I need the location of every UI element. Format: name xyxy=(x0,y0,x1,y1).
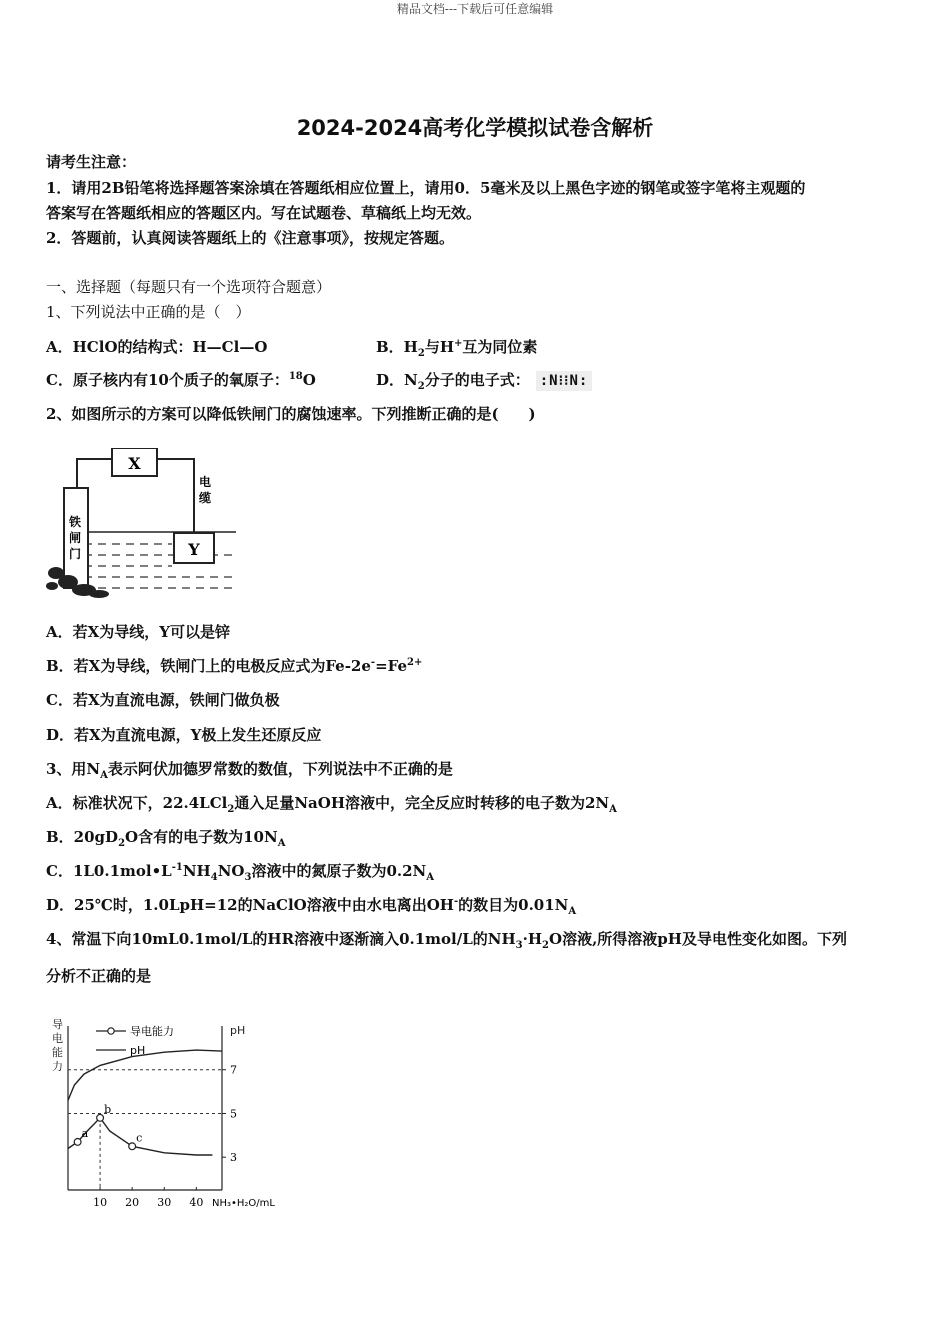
gate-label xyxy=(68,514,81,561)
q2-stem: 2、如图所示的方案可以降低铁闸门的腐蚀速率。下列推断正确的是( ) xyxy=(46,405,536,423)
series-line-ph xyxy=(68,1050,222,1100)
gate-diagram xyxy=(44,448,244,600)
q3-stem: 3、用$N_A$表示阿伏加德罗常数的数值，下列说法中不正确的是 xyxy=(46,760,453,781)
notice-item-2: 2．答题前，认真阅读答题纸上的《注意事项》，按规定答题。 xyxy=(46,229,454,247)
y-right-tick-label-3: 3 xyxy=(230,1151,237,1165)
y-left-char-3: 能 xyxy=(52,1046,63,1059)
gate-label-char-3: 门 xyxy=(69,547,82,561)
q1-option-a: A．HClO的结构式：H—Cl—O xyxy=(46,338,268,356)
q1-stem: 1、下列说法中正确的是（ ） xyxy=(46,303,251,321)
q1-option-c: C．原子核内有10个质子的氧原子：$^{18}$O xyxy=(46,371,316,389)
section-heading: 一、选择题（每题只有一个选项符合题意） xyxy=(46,278,332,296)
cable-label-char-2: 缆 xyxy=(199,491,212,505)
box-y-label: Y xyxy=(188,540,200,559)
x-axis-label: NH₃•H₂O/mL xyxy=(212,1198,275,1209)
notice-heading: 请考生注意： xyxy=(46,153,137,171)
q3-option-c: C．$1L0.1mol•L^{-1}NH_4NO_3$溶液中的氮原子数为$0.2N_A$ xyxy=(46,862,435,883)
q2-option-a: A．若X为导线，Y可以是锌 xyxy=(46,623,230,641)
y-left-char-1: 导 xyxy=(52,1018,63,1031)
cable-label xyxy=(198,474,211,505)
legend-conductivity-marker xyxy=(108,1028,114,1034)
marker-c xyxy=(129,1143,136,1150)
y-left-char-4: 力 xyxy=(52,1060,63,1073)
marker-label-b: b xyxy=(104,1102,112,1116)
x-tick-label-20: 20 xyxy=(125,1196,140,1209)
q1-option-d: D．$N_2$分子的电子式： :N⁝⁝N: xyxy=(376,370,592,391)
gate-label-char-1: 铁 xyxy=(69,515,82,529)
x-tick-label-30: 30 xyxy=(157,1196,172,1209)
q2-option-d: D．若X为直流电源，Y极上发生还原反应 xyxy=(46,726,322,744)
y-right-tick-label-5: 5 xyxy=(230,1107,237,1121)
q2-option-b: B．若X为导线，铁闸门上的电极反应式为$Fe-2e^-=Fe^{2+}$ xyxy=(46,657,423,675)
gate-label-char-2: 闸 xyxy=(69,531,82,545)
marker-a xyxy=(74,1138,81,1145)
marker-label-a: a xyxy=(81,1126,89,1140)
q1-option-b: B．$H_2$与H+互为同位素 xyxy=(376,338,538,359)
q2-option-c: C．若X为直流电源，铁闸门做负极 xyxy=(46,691,280,709)
wire-right xyxy=(157,459,194,533)
y-right-label: pH xyxy=(230,1024,246,1037)
cable-label-char-1: 电 xyxy=(199,475,212,489)
ph-conductivity-chart xyxy=(44,1012,294,1212)
q4-stem-line-2: 分析不正确的是 xyxy=(46,967,152,985)
n2-electron-formula: :N⁝⁝N: xyxy=(536,371,593,391)
notice-item-1-line-2: 答案写在答题纸相应的答题区内。写在试题卷、草稿纸上均无效。 xyxy=(46,204,482,222)
notice-item-1-line-1: 1．请用2B铅笔将选择题答案涂填在答题纸相应位置上，请用0．5毫米及以上黑色字迹的钢笔或签字笔将主观题的 xyxy=(46,179,806,197)
wire-left xyxy=(77,459,112,488)
marker-label-c: c xyxy=(136,1131,143,1145)
q4-stem-line-1: 4、常温下向10mL0.1mol/L的HR溶液中逐渐滴入0.1mol/L的$NH_3\cdot H_2O$溶液,所得溶液pH及导电性变化如图。下列 xyxy=(46,930,847,951)
x-tick-label-40: 40 xyxy=(189,1196,204,1209)
y-left-label xyxy=(52,1018,63,1073)
x-tick-label-10: 10 xyxy=(93,1196,108,1209)
q3-option-d: D．25℃时，1.0LpH=12的NaClO溶液中由水电离出OH-的数目为$0.01N_A$ xyxy=(46,896,577,917)
legend-conductivity-label: 导电能力 xyxy=(130,1025,174,1038)
y-left-char-2: 电 xyxy=(52,1032,63,1045)
box-x-label: X xyxy=(128,454,141,473)
header-note: 精品文档---下载后可任意编辑 xyxy=(396,2,554,16)
legend-ph-label: pH xyxy=(130,1044,146,1057)
q3-option-b: B．$20gD_2O$含有的电子数为$10N_A$ xyxy=(46,828,286,849)
page-title: 2024-2024高考化学模拟试卷含解析 xyxy=(296,116,654,140)
y-right-tick-label-7: 7 xyxy=(230,1063,237,1077)
marker-b xyxy=(97,1114,104,1121)
q3-option-a: A．标准状况下，22.4LCl$_2$通入足量NaOH溶液中，完全反应时转移的电子数为$2N_A$ xyxy=(46,794,617,815)
